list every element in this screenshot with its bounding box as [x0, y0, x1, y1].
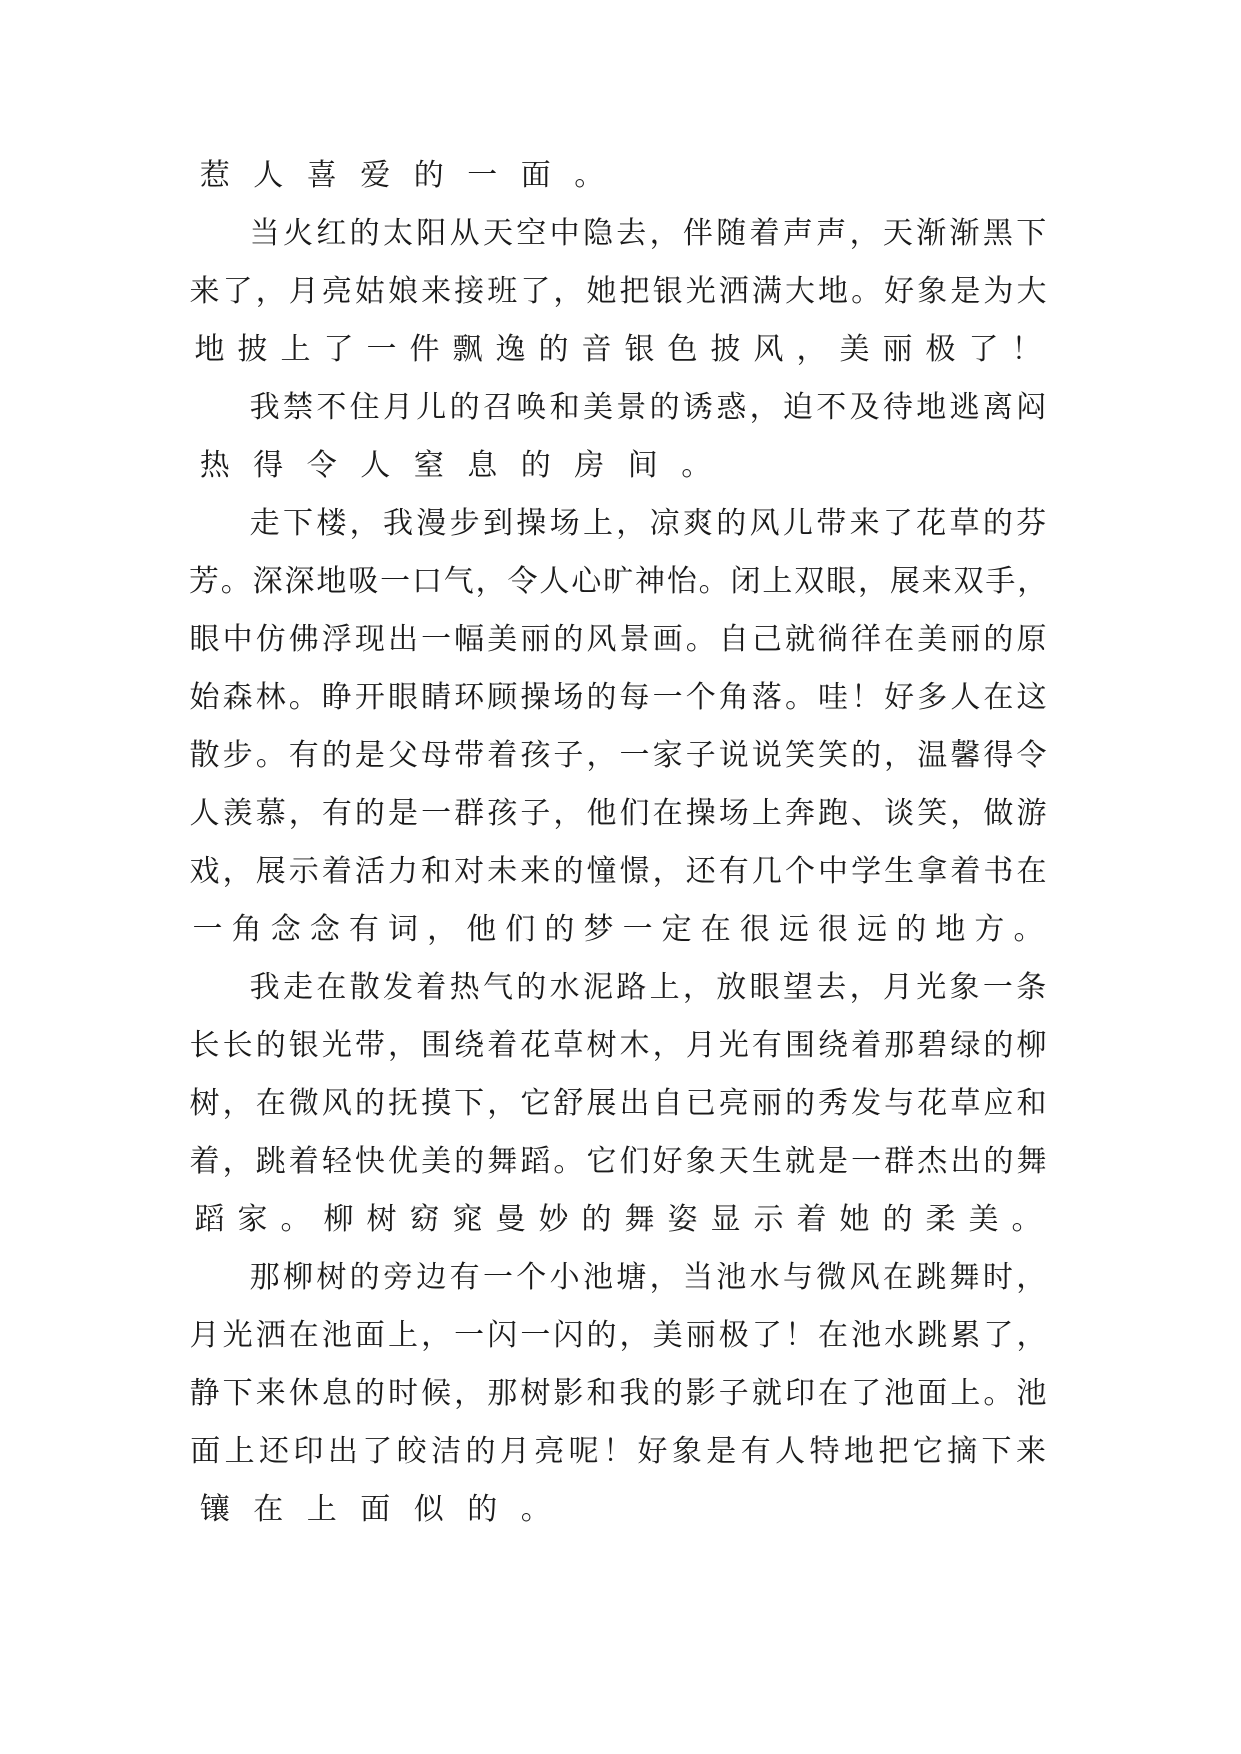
- text-line: 当 火 红 的 太 阳 从 天 空 中 隐 去 ， 伴 随 着 声 声 ， 天 渐 渐 黑 下: [249, 216, 1047, 251]
- text-line: 戏 ， 展 示 着 活 力 和 对 未 来 的 憧 憬 ， 还 有 几 个 中 学 生 拿 着 书 在: [189, 854, 1047, 889]
- text-line: 来 了 ， 月 亮 姑 娘 来 接 班 了 ， 她 把 银 光 洒 满 大 地 。 好 象 是 为 大: [189, 274, 1047, 309]
- text-line: 惹 人 喜 爱 的 一 面 。: [199, 158, 605, 193]
- text-line: 我 禁 不 住 月 儿 的 召 唤 和 美 景 的 诱 惑 ， 迫 不 及 待 地 逃 离 闷: [249, 390, 1047, 425]
- document-page: [188, 147, 1048, 1539]
- text-line: 散 步 。 有 的 是 父 母 带 着 孩 子 ， 一 家 子 说 说 笑 笑 的 ， 温 馨 得 令: [189, 738, 1047, 773]
- text-line: 芳 。 深 深 地 吸 一 口 气 ， 令 人 心 旷 神 怡 。 闭 上 双 眼 ， 展 来 双 手 ，: [188, 564, 1048, 599]
- text-line: 树 ， 在 微 风 的 抚 摸 下 ， 它 舒 展 出 自 已 亮 丽 的 秀 发 与 花 草 应 和: [189, 1086, 1047, 1121]
- text-line: 走 下 楼 ， 我 漫 步 到 操 场 上 ， 凉 爽 的 风 儿 带 来 了 花 草 的 芬: [249, 506, 1047, 541]
- text-line: 蹈 家 。 柳 树 窈 窕 曼 妙 的 舞 姿 显 示 着 她 的 柔 美 。: [194, 1202, 1042, 1237]
- text-line: 月 光 洒 在 池 面 上 ， 一 闪 一 闪 的 ， 美 丽 极 了 ！ 在 池 水 跳 累 了 ，: [189, 1318, 1047, 1353]
- text-line: 面 上 还 印 出 了 皎 洁 的 月 亮 呢 ！ 好 象 是 有 人 特 地 把 它 摘 下 来: [190, 1434, 1046, 1469]
- text-line: 镶 在 上 面 似 的 。: [199, 1492, 551, 1527]
- text-line: 着 ， 跳 着 轻 快 优 美 的 舞 蹈 。 它 们 好 象 天 生 就 是 一 群 杰 出 的 舞: [189, 1144, 1047, 1179]
- text-line: 始 森 林 。 睁 开 眼 睛 环 顾 操 场 的 每 一 个 角 落 。 哇 ！ 好 多 人 在 这: [189, 680, 1047, 715]
- text-line: 我 走 在 散 发 着 热 气 的 水 泥 路 上 ， 放 眼 望 去 ， 月 光 象 一 条: [249, 970, 1047, 1005]
- text-line: 静 下 来 休 息 的 时 候 ， 那 树 影 和 我 的 影 子 就 印 在 了 池 面 上 。 池: [189, 1376, 1047, 1411]
- text-line: 地 披 上 了 一 件 飘 逸 的 音 银 色 披 风 ， 美 丽 极 了 ！: [194, 332, 1042, 367]
- text-line: 那 柳 树 的 旁 边 有 一 个 小 池 塘 ， 当 池 水 与 微 风 在 跳 舞 时 ，: [249, 1260, 1047, 1295]
- text-line: 一 角 念 念 有 词 ， 他 们 的 梦 一 定 在 很 远 很 远 的 地 方 。: [192, 912, 1044, 947]
- text-line: 人 羡 慕 ， 有 的 是 一 群 孩 子 ， 他 们 在 操 场 上 奔 跑 、 谈 笑 ， 做 游: [189, 796, 1047, 831]
- text-line: 眼 中 仿 佛 浮 现 出 一 幅 美 丽 的 风 景 画 。 自 己 就 徜 徉 在 美 丽 的 原: [189, 622, 1047, 657]
- text-line: 长 长 的 银 光 带 ， 围 绕 着 花 草 树 木 ， 月 光 有 围 绕 着 那 碧 绿 的 柳: [189, 1028, 1047, 1063]
- text-line: 热 得 令 人 窒 息 的 房 间 。: [199, 448, 712, 483]
